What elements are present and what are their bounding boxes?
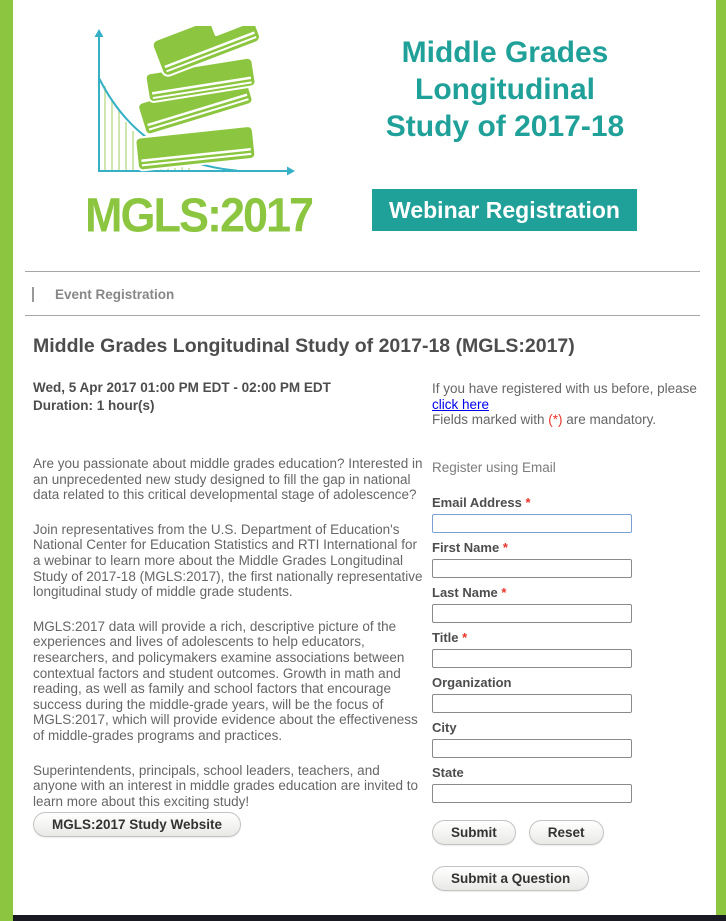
field-organization bbox=[432, 675, 702, 713]
reset-button[interactable]: Reset bbox=[529, 820, 604, 845]
left-green-border bbox=[0, 0, 13, 921]
event-banner-title bbox=[362, 34, 648, 145]
divider-bottom bbox=[25, 315, 700, 316]
mandatory-asterisk: (*) bbox=[548, 412, 563, 427]
mandatory-note: Fields marked with (*) are mandatory. bbox=[432, 412, 657, 427]
field-last-name bbox=[432, 585, 702, 623]
field-email bbox=[432, 495, 702, 533]
study-website-button[interactable]: MGLS:2017 Study Website bbox=[33, 812, 241, 837]
field-title bbox=[432, 630, 702, 668]
organization-input[interactable] bbox=[432, 694, 632, 713]
nav-event-registration: Event Registration bbox=[55, 287, 175, 302]
nav-tick-divider bbox=[32, 287, 34, 302]
submit-button[interactable]: Submit bbox=[432, 820, 516, 845]
field-first-name bbox=[432, 540, 702, 578]
banner-title-line1: Middle Grades bbox=[401, 36, 609, 69]
event-details-column bbox=[33, 379, 423, 828]
last-name-label: Last Name * bbox=[432, 584, 507, 600]
city-label: City bbox=[432, 719, 457, 735]
organization-label: Organization bbox=[432, 674, 512, 690]
event-datetime: Wed, 5 Apr 2017 01:00 PM EDT - 02:00 PM EDT bbox=[33, 380, 331, 395]
description-paragraph: Join representatives from the U.S. Department of Education's National Center for Education Statistics and RTI International for a webinar to learn more about the Middle Grades Longitudinal Study of 2017-18 (MGLS:2017), the first nationally representative longitudinal study of middle grade students. bbox=[33, 521, 423, 600]
title-label: Title * bbox=[432, 629, 468, 645]
email-label: Email Address * bbox=[432, 494, 531, 510]
mgls-logo bbox=[85, 26, 313, 243]
books-chart-icon bbox=[85, 26, 300, 178]
last-name-input[interactable] bbox=[432, 604, 632, 623]
right-green-border bbox=[716, 0, 726, 921]
field-state bbox=[432, 765, 702, 803]
divider-top bbox=[25, 271, 700, 272]
logo-wordmark: MGLS:2017 bbox=[85, 187, 313, 243]
first-name-label: First Name * bbox=[432, 539, 508, 555]
email-input[interactable] bbox=[432, 514, 632, 533]
footer-strip bbox=[13, 915, 726, 921]
state-input[interactable] bbox=[432, 784, 632, 803]
first-name-input[interactable] bbox=[432, 559, 632, 578]
description-paragraph: Superintendents, principals, school leaders, teachers, and anyone with an interest in middle grades education are invited to learn more about this exciting study! bbox=[33, 762, 418, 809]
event-duration: Duration: 1 hour(s) bbox=[33, 398, 155, 413]
webinar-registration-banner: Webinar Registration bbox=[372, 189, 637, 231]
event-description bbox=[33, 456, 423, 809]
click-here-link[interactable]: click here bbox=[432, 396, 490, 412]
book-stack-icon bbox=[135, 26, 262, 171]
title-input[interactable] bbox=[432, 649, 632, 668]
banner-title-line3: Study of 2017-18 bbox=[385, 110, 625, 143]
field-city bbox=[432, 720, 702, 758]
notice-text: If you have registered with us before, please bbox=[432, 381, 697, 396]
description-paragraph: Are you passionate about middle grades education? Interested in an unprecedented new study designed to fill the gap in national data related to this critical developmental stage of adolescence? bbox=[33, 456, 423, 503]
submit-question-button[interactable]: Submit a Question bbox=[432, 866, 589, 891]
city-input[interactable] bbox=[432, 739, 632, 758]
state-label: State bbox=[432, 764, 464, 780]
description-paragraph: MGLS:2017 data will provide a rich, descriptive picture of the experiences and lives of adolescents to help educators, researchers, and policymakers examine associations between contextual factors and student outcomes. Growth in math and reading, as well as family and school factors that encourage success during the middle-grade years, will be the focus of MGLS:2017, which will provide evidence about the effectiveness of middle-grades programs and practices. bbox=[33, 618, 418, 743]
register-using-email-heading: Register using Email bbox=[432, 459, 556, 475]
page-title: Middle Grades Longitudinal Study of 2017-18 (MGLS:2017) bbox=[33, 335, 575, 357]
registration-form bbox=[432, 381, 702, 891]
returning-user-notice bbox=[432, 381, 702, 428]
banner-title-line2: Longitudinal bbox=[415, 73, 595, 106]
